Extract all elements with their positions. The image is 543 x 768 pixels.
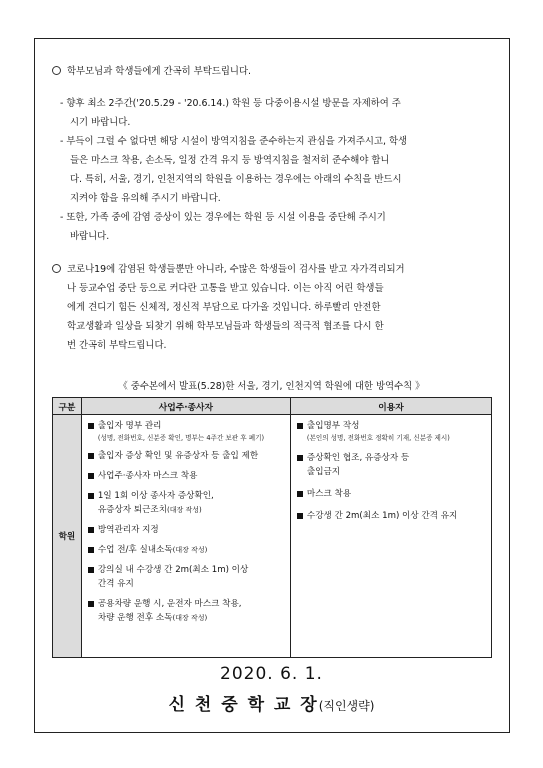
business-item: 수업 전/후 실내소독(대장 작성): [88, 543, 286, 557]
section1-heading: 학부모님과 학생들에게 간곡히 부탁드립니다.: [52, 62, 251, 82]
section2-line: 나 등교수업 중단 등으로 커다란 고통을 받고 있습니다. 이는 아직 어린 학생들: [67, 283, 384, 294]
square-bullet-icon: [88, 547, 94, 553]
square-bullet-icon: [297, 423, 303, 429]
section2-line: 코로나19에 감염된 학생들뿐만 아니라, 수많은 학생들이 검사를 받고 자가격리되거: [52, 260, 405, 280]
section1-line: - 향후 최소 2주간('20.5.29 - '20.6.14.) 학원 등 다중이용시설 방문을 자제하여 주: [60, 98, 401, 109]
square-bullet-icon: [88, 453, 94, 459]
square-bullet-icon: [297, 513, 303, 519]
square-bullet-icon: [88, 423, 94, 429]
table-caption: 《 중수본에서 발표(5.28)한 서울, 경기, 인천지역 학원에 대한 방역수칙 》: [118, 381, 425, 392]
section1-line: 바랍니다.: [70, 231, 110, 242]
table-row: [53, 415, 492, 658]
square-bullet-icon: [297, 455, 303, 461]
quarantine-rules-table: [52, 397, 492, 658]
business-item: 공용차량 운행 시, 운전자 마스크 착용, 차량 운행 전후 소독(대장 작성): [88, 597, 286, 625]
square-bullet-icon: [88, 567, 94, 573]
square-bullet-icon: [297, 491, 303, 497]
header-business: 사업주·종사자: [81, 398, 290, 415]
section1-line: 들은 마스크 착용, 손소독, 일정 간격 유지 등 방역지침을 철저히 준수해야 합니: [70, 155, 390, 166]
section2-line: 번 간곡히 부탁드립니다.: [67, 340, 167, 351]
section1-line: 시기 바랍니다.: [70, 117, 131, 128]
section1-line: 다. 특히, 서울, 경기, 인천지역의 학원을 이용하는 경우에는 아래의 수칙을 반드시: [70, 174, 402, 185]
business-item: 강의실 내 수강생 간 2m(최소 1m) 이상 간격 유지: [88, 563, 286, 591]
user-item: 출입명부 작성 (본인의 성명, 전화번호 정확히 기재, 신분증 제시): [297, 419, 487, 443]
table-header-row: [53, 398, 492, 415]
header-category: 구분: [53, 398, 82, 415]
user-item: 증상확인 협조, 유증상자 등 출입금지: [297, 451, 487, 479]
user-item: 마스크 착용: [297, 487, 487, 501]
signature-line: [0, 690, 543, 715]
category-cell: 학원: [53, 415, 82, 658]
section2-line: 에게 견디기 힘든 신체적, 정신적 부담으로 다가올 것입니다. 하루빨리 안전한: [67, 302, 381, 313]
square-bullet-icon: [88, 473, 94, 479]
circle-bullet-icon: [52, 264, 61, 273]
square-bullet-icon: [88, 493, 94, 499]
business-item: 출입자 명부 관리 (성명, 전화번호, 신분증 확인, 명부는 4주간 보관 후 폐기): [88, 419, 286, 443]
section2-line: 학교생활과 일상을 되찾기 위해 학부모님들과 학생들의 적극적 협조를 다시 한: [67, 321, 384, 332]
business-item: 출입자 증상 확인 및 유증상자 등 출입 제한: [88, 449, 286, 463]
section1-line: 지켜야 함을 유의해 주시기 바랍니다.: [70, 193, 221, 204]
section1-line: - 부득이 그럴 수 없다면 해당 시설이 방역지침을 준수하는지 관심을 가져주시고, 학생: [60, 136, 408, 147]
user-cell: [290, 415, 491, 658]
user-item: 수강생 간 2m(최소 1m) 이상 간격 유지: [297, 509, 487, 523]
business-item: 사업주·종사자 마스크 착용: [88, 469, 286, 483]
business-item: 1일 1회 이상 종사자 증상확인, 유증상자 퇴근조치(대장 작성): [88, 489, 286, 517]
section1-line: - 또한, 가족 중에 감염 증상이 있는 경우에는 학원 등 시설 이용을 중단해 주시기: [60, 212, 386, 223]
business-cell: [81, 415, 290, 658]
seal-note: (직인생략): [318, 699, 375, 713]
school-principal: 신 천 중 학 교 장: [168, 695, 319, 715]
business-item: 방역관리자 지정: [88, 523, 286, 537]
square-bullet-icon: [88, 527, 94, 533]
document-date: 2020. 6. 1.: [220, 664, 323, 684]
circle-bullet-icon: [52, 66, 61, 75]
square-bullet-icon: [88, 601, 94, 607]
header-user: 이용자: [290, 398, 491, 415]
